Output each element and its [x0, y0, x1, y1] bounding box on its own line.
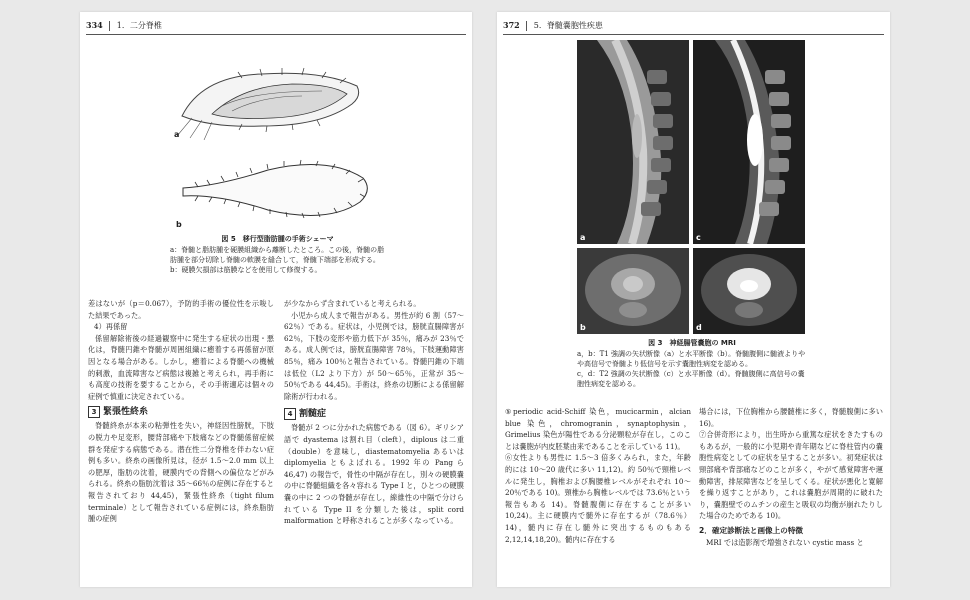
paragraph: が少なからず含まれていると考えられる。: [284, 299, 421, 308]
paragraph: 場合には，下位胸椎から腰髄椎に多く，脊髄腹側に多い 16)。: [699, 407, 883, 428]
section-number: 4: [284, 408, 296, 420]
left-page-column-1: [88, 298, 274, 525]
surgical-illustration-b: [178, 158, 378, 228]
left-running-head: 1．二分脊椎: [116, 21, 162, 30]
mri-panel-c: [693, 40, 805, 244]
right-page-column-1: [505, 406, 691, 545]
mri-label: a: [580, 233, 586, 242]
figure-3-item-ab: a，b：T1 強調の矢状断像（a）と水平断像（b）。脊髄腹側に髄液よりやや高信号で脊髄より低信号を示す嚢胞性病変を認める。: [577, 350, 806, 368]
figure-label-a: a: [174, 130, 180, 139]
left-running-header: [86, 18, 466, 35]
figure-5-title: 図 5 移行型脂肪腫の手術シェーマ: [221, 235, 334, 243]
paragraph: 差はないが（p＝0.067），予防的手術の優位性を示唆した結果であった。: [88, 299, 274, 320]
right-page-number: 372: [503, 20, 520, 30]
section-heading-tight-filum: [88, 406, 274, 418]
figure-5-item-b: b：硬膜欠損部は筋膜などを使用して修復する。: [170, 266, 322, 274]
right-running-head: 5．脊髄嚢胞性疾患: [533, 21, 603, 30]
paragraph: ⑦合併奇形により，出生時から重篤な症状をきたすものもあるが，一般的に小児期や青年期などに脊柱管内の嚢胞性病変としての症状を呈することが多い。初発症状は頸部痛や背部痛などのことが多く，やがて感覚障害や運動障害，排尿障害などを呈してくる。症状が悪化と寛解を繰り返すことがあり，これは嚢胞が周期的に破れたり，嚢胞壁でのムチンの産生と吸収の均衡が崩れたりした場合のためである 10)。: [699, 430, 883, 521]
paragraph: 脊髄終糸が本来の粘弾性を失い，神経因性膀胱，下肢の脱力や足変形，腰背部痛や下肢痛などの脊髄係留症候群を発症する病態である。潜在性二分脊椎を伴わない症例も多い。終糸の画像所見は，径が 1.5〜2.0 mm 以上の肥厚，脂肪の沈着，硬膜内での背側への偏位などがみられる。終糸の脂肪沈着は 35〜66％の症例に存在すると報告されており 44,45)，緊張性終糸（tight filum terminale）として報告されている症例には，終糸脂肪腫の症例: [88, 421, 274, 524]
header-separator: [109, 21, 110, 31]
figure-3-caption: [577, 338, 807, 389]
section-title: 割髄症: [299, 408, 327, 419]
paragraph: MRI では造影剤で増強されない cystic mass と: [706, 537, 864, 547]
figure-5-item-a: a：脊髄と脂肪腫を硬膜組織から離断したところ。この後，脊髄の脂肪腫を部分切除し脊髄の軟膜を縫合して，脊髄下端部を形成する。: [170, 246, 385, 264]
paragraph: 脊髄が 2 つに分かれた病態である（図 6）。ギリシア語で dyastema は割れ目（cleft），diplous は二重（double）を意味し，diastematomyelia あるいは diplomyelia ともよばれる。1992 年の Pang ら 46,47) の報告で，骨性の中隔が存在し，別々の硬膜嚢の中に脊髄組織を各々容れる Type I と，ひとつの硬膜嚢の中に 2 つの脊髄が存在し，線維性の中隔で分けられている Type II を分類した後は，split cord malformation と呼称されることが多くなっている。: [284, 423, 464, 526]
mri-label: b: [580, 323, 586, 332]
section-heading-split-cord: [284, 408, 464, 420]
left-page: [80, 12, 472, 587]
figure-3-item-cd: c，d：T2 強調の矢状断像（c）と水平断像（d）。脊髄腹側に高信号の嚢胞性病変を認める。: [577, 370, 805, 388]
left-page-column-2: [284, 298, 464, 527]
paragraph: ⑥女性よりも男性に 1.5〜3 倍多くみられ，また，年齢的には 10〜20 歳代に多い 11,12)。約 50％で頸椎レベルに発生し，胸椎および胸腰椎レベルがそれぞれ 10〜20％である 10)。頸椎から胸椎レベルでは 73.6％という報告もある 14)。脊髄腹側に存在することが多い 10,24)。主に硬膜内で髄外に存在するが（78.6％）14)，髄内に存在し髄外に突出するものもある 2,12,14,18,20)。髄内に存在する: [505, 453, 691, 544]
figure-label-b: b: [176, 220, 182, 229]
figure-5-caption: [170, 234, 385, 275]
right-page: [497, 12, 890, 587]
paragraph: 係留解除術後の経過観察中に発生する症状の出現・悪化は，脊髄円錐や脊髄が周囲組織に癒着する再係留が原因となる場合がある。しかし，癒着による脊髄への機械的刺激，血流障害など病態は複雑と考えられ，再手術にも高度の技術を要することから，その手術適応は個々の症例で慎重に決定されている。: [88, 333, 274, 401]
paragraph: ⑤periodic acid-Schiff 染色，mucicarmin，alcian blue 染色，chromogranin，synaptophysin，Grimelius 染色が陽性である分泌顆粒が存在し，このことは嚢胞が内皮胚葉由来であることを示している 11)。: [505, 407, 691, 451]
mri-panel-d: [693, 248, 805, 334]
section-title: 緊張性終糸: [103, 406, 149, 417]
right-page-column-2: [699, 406, 883, 548]
mri-label: d: [696, 323, 702, 332]
subsection-heading: 2．確定診断法と画像上の特徴: [699, 525, 804, 535]
paragraph: 小児から成人まで報告がある。男性が約 6 割（57〜62％）である。症状は，小児例では，膀胱直腸障害が 62％，下肢の変形や筋力低下が 35％，痛みが 23％である。成人例では，膀胱直腸障害 78％，下肢運動障害 85％，痛み 100％と報告されている。脊髄円錐の下端は低位（L2 より下方）が 50〜65％，正常が 35〜50％である 44,45)。手術は，終糸の切断による係留解除術が行われる。: [284, 310, 464, 401]
figure-3-title: 図 3 神経腸管嚢胞の MRI: [648, 339, 736, 347]
mri-label: c: [696, 233, 701, 242]
subheading-retethering: 4）再係留: [94, 322, 128, 332]
section-number: 3: [88, 406, 100, 418]
right-running-header: [503, 18, 884, 35]
header-separator: [526, 21, 527, 31]
mri-panel-a: [577, 40, 689, 244]
surgical-illustration-a: [172, 56, 372, 140]
mri-panel-b: [577, 248, 689, 334]
left-page-number: 334: [86, 20, 103, 30]
